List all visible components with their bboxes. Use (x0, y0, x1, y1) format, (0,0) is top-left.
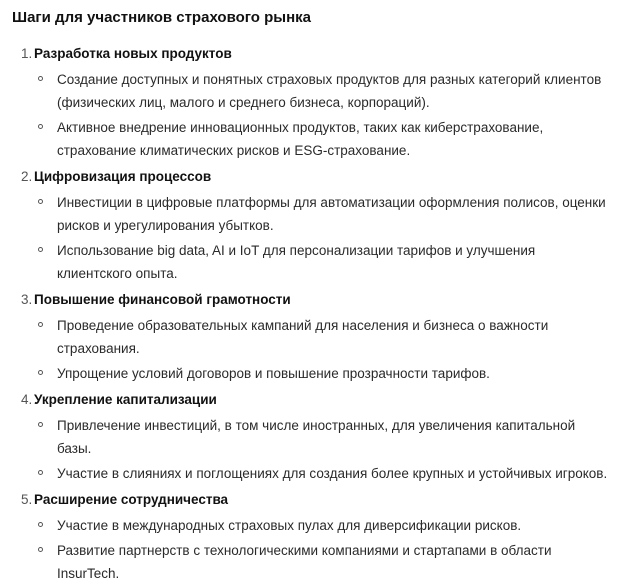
step-title: Цифровизация процессов (34, 169, 212, 184)
list-item (12, 539, 612, 585)
step-header (12, 42, 612, 66)
bullet-circle-icon (38, 470, 43, 475)
bullet-circle-icon (38, 422, 43, 427)
step-header (12, 165, 612, 189)
list-item-text: Развитие партнерств с технологическими компаниями и стартапами в области InsurTech. (57, 543, 552, 581)
list-item-text: Участие в международных страховых пулах для диверсификации рисков. (57, 518, 522, 533)
document-title: Шаги для участников страхового рынка (12, 9, 312, 26)
list-item-text: Создание доступных и понятных страховых продуктов для разных категорий клиентов (физических лиц, малого и среднего бизнеса, корпораций). (57, 72, 602, 110)
bullet-circle-icon (38, 370, 43, 375)
step-5 (12, 488, 612, 585)
list-item-text: Участие в слияниях и поглощениях для создания более крупных и устойчивых игроков. (57, 466, 608, 481)
step-number: 2. (21, 169, 33, 184)
list-item (12, 314, 612, 360)
list-item (12, 514, 612, 537)
list-item (12, 414, 612, 460)
document (12, 7, 612, 586)
list-item-text: Инвестиции в цифровые платформы для автоматизации оформления полисов, оценки рисков и урегулирования убытков. (57, 195, 606, 233)
step-4 (12, 388, 612, 485)
step-3 (12, 288, 612, 385)
list-item-text: Проведение образовательных кампаний для населения и бизнеса о важности страхования. (57, 318, 549, 356)
bullet-circle-icon (38, 547, 43, 552)
list-item-text: Активное внедрение инновационных продуктов, таких как киберстрахование, страхование климатических рисков и ESG-страхование. (57, 120, 544, 158)
list-item-text: Привлечение инвестиций, в том числе иностранных, для увеличения капитальной базы. (57, 418, 576, 456)
step-title: Укрепление капитализации (34, 392, 217, 407)
list-item-text: Упрощение условий договоров и повышение прозрачности тарифов. (57, 366, 490, 381)
step-title: Расширение сотрудничества (34, 492, 229, 507)
list-item (12, 68, 612, 114)
step-1 (12, 42, 612, 162)
step-number: 5. (21, 492, 33, 507)
step-number: 4. (21, 392, 33, 407)
bullet-circle-icon (38, 199, 43, 204)
step-2 (12, 165, 612, 285)
bullet-circle-icon (38, 247, 43, 252)
step-header (12, 288, 612, 312)
step-header (12, 388, 612, 412)
step-number: 1. (21, 46, 33, 61)
step-title: Повышение финансовой грамотности (34, 292, 291, 307)
bullet-circle-icon (38, 124, 43, 129)
list-item (12, 462, 612, 485)
list-item (12, 239, 612, 285)
list-item (12, 362, 612, 385)
step-title: Разработка новых продуктов (34, 46, 232, 61)
list-item (12, 191, 612, 237)
bullet-circle-icon (38, 522, 43, 527)
step-header (12, 488, 612, 512)
list-item-text: Использование big data, AI и IoT для персонализации тарифов и улучшения клиентского опыта. (57, 243, 536, 281)
bullet-circle-icon (38, 322, 43, 327)
list-item (12, 116, 612, 162)
bullet-circle-icon (38, 76, 43, 81)
step-number: 3. (21, 292, 33, 307)
